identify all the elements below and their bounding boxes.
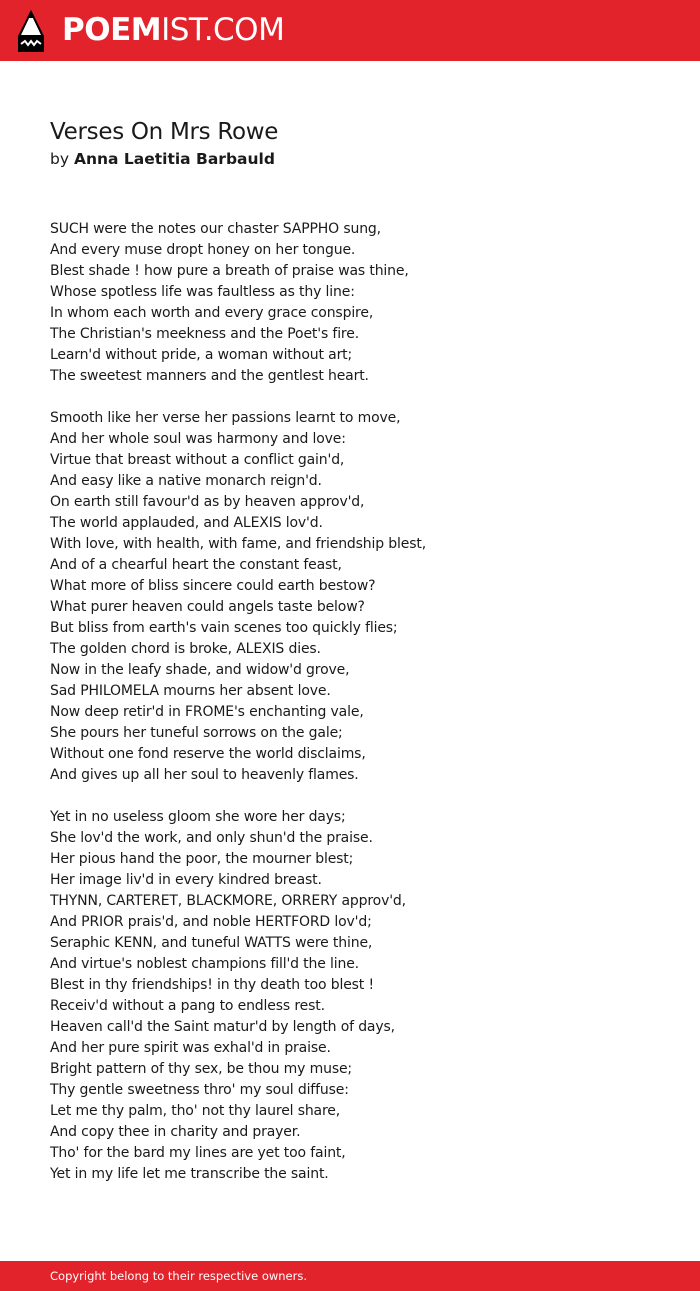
author-name[interactable]: Anna Laetitia Barbauld — [73, 150, 275, 168]
poem-line: What more of bliss sincere could earth bestow? — [50, 578, 376, 594]
poem-line: On earth still favour'd as by heaven approv'd, — [50, 494, 365, 510]
poem-line: But bliss from earth's vain scenes too quickly flies; — [50, 620, 398, 636]
site-logo-link[interactable] — [62, 12, 284, 48]
poem-line: Thy gentle sweetness thro' my soul diffuse: — [50, 1082, 349, 1098]
poem-line: Bright pattern of thy sex, be thou my muse; — [50, 1061, 352, 1077]
poem-line: Let me thy palm, tho' not thy laurel share, — [50, 1103, 341, 1119]
poem-line: And every muse dropt honey on her tongue. — [50, 242, 356, 258]
poem-line: Yet in no useless gloom she wore her days; — [50, 809, 346, 825]
poem-stanza — [50, 219, 660, 387]
poem-line: And virtue's noblest champions fill'd the line. — [50, 956, 359, 972]
poem-line: SUCH were the notes our chaster SAPPHO sung, — [50, 221, 381, 237]
poem-line: Receiv'd without a pang to endless rest. — [50, 998, 325, 1014]
poem-line: And copy thee in charity and prayer. — [50, 1124, 301, 1140]
poem-byline — [50, 148, 275, 170]
poem-line: Blest shade ! how pure a breath of praise was thine, — [50, 263, 409, 279]
poem-line: The world applauded, and ALEXIS lov'd. — [50, 515, 323, 531]
poem-line: Learn'd without pride, a woman without art; — [50, 347, 353, 363]
poem-line: Her image liv'd in every kindred breast. — [50, 872, 322, 888]
poem-line: She lov'd the work, and only shun'd the praise. — [50, 830, 373, 846]
poem-line: Seraphic KENN, and tuneful WATTS were thine, — [50, 935, 373, 951]
poem-line: What purer heaven could angels taste below? — [50, 599, 365, 615]
site-header — [0, 0, 700, 61]
poem-line: Sad PHILOMELA mourns her absent love. — [50, 683, 331, 699]
poem-stanza — [50, 807, 660, 1185]
poem-line: The sweetest manners and the gentlest heart. — [50, 368, 369, 384]
poem-line: With love, with health, with fame, and friendship blest, — [50, 536, 427, 552]
poem-line: Smooth like her verse her passions learnt to move, — [50, 410, 401, 426]
poem-line: The Christian's meekness and the Poet's fire. — [50, 326, 359, 342]
copyright-text: Copyright belong to their respective owners. — [50, 1269, 308, 1283]
poem-line: In whom each worth and every grace conspire, — [50, 305, 374, 321]
brand-name-bold: POEM — [62, 12, 162, 48]
poem-line: And her pure spirit was exhal'd in praise. — [50, 1040, 331, 1056]
poem-title: Verses On Mrs Rowe — [50, 119, 279, 145]
by-label: by — [50, 150, 70, 168]
poem-line: Tho' for the bard my lines are yet too faint, — [50, 1145, 346, 1161]
poem-line: Heaven call'd the Saint matur'd by length of days, — [50, 1019, 395, 1035]
brand-name-light: IST.COM — [161, 12, 285, 48]
poem-stanza — [50, 408, 660, 786]
poem-line: And easy like a native monarch reign'd. — [50, 473, 322, 489]
poem-line: The golden chord is broke, ALEXIS dies. — [50, 641, 321, 657]
poem-line: Now deep retir'd in FROME's enchanting vale, — [50, 704, 364, 720]
poem-line: And of a chearful heart the constant feast, — [50, 557, 342, 573]
poem-line: And PRIOR prais'd, and noble HERTFORD lov'd; — [50, 914, 372, 930]
site-footer — [0, 1261, 700, 1291]
poem-line: And her whole soul was harmony and love: — [50, 431, 346, 447]
poem-line: Blest in thy friendships! in thy death too blest ! — [50, 977, 374, 993]
poem-line: She pours her tuneful sorrows on the gale; — [50, 725, 343, 741]
poem-body — [50, 219, 660, 1206]
poem-line: Whose spotless life was faultless as thy line: — [50, 284, 355, 300]
poem-line: THYNN, CARTERET, BLACKMORE, ORRERY approv'd, — [50, 893, 406, 909]
poem-line: Her pious hand the poor, the mourner blest; — [50, 851, 354, 867]
poem-line: Yet in my life let me transcribe the saint. — [50, 1166, 329, 1182]
poem-line: Without one fond reserve the world disclaims, — [50, 746, 366, 762]
poem-line: Now in the leafy shade, and widow'd grove, — [50, 662, 350, 678]
pencil-icon[interactable] — [18, 10, 44, 52]
poem-line: And gives up all her soul to heavenly flames. — [50, 767, 359, 783]
poem-line: Virtue that breast without a conflict gain'd, — [50, 452, 345, 468]
